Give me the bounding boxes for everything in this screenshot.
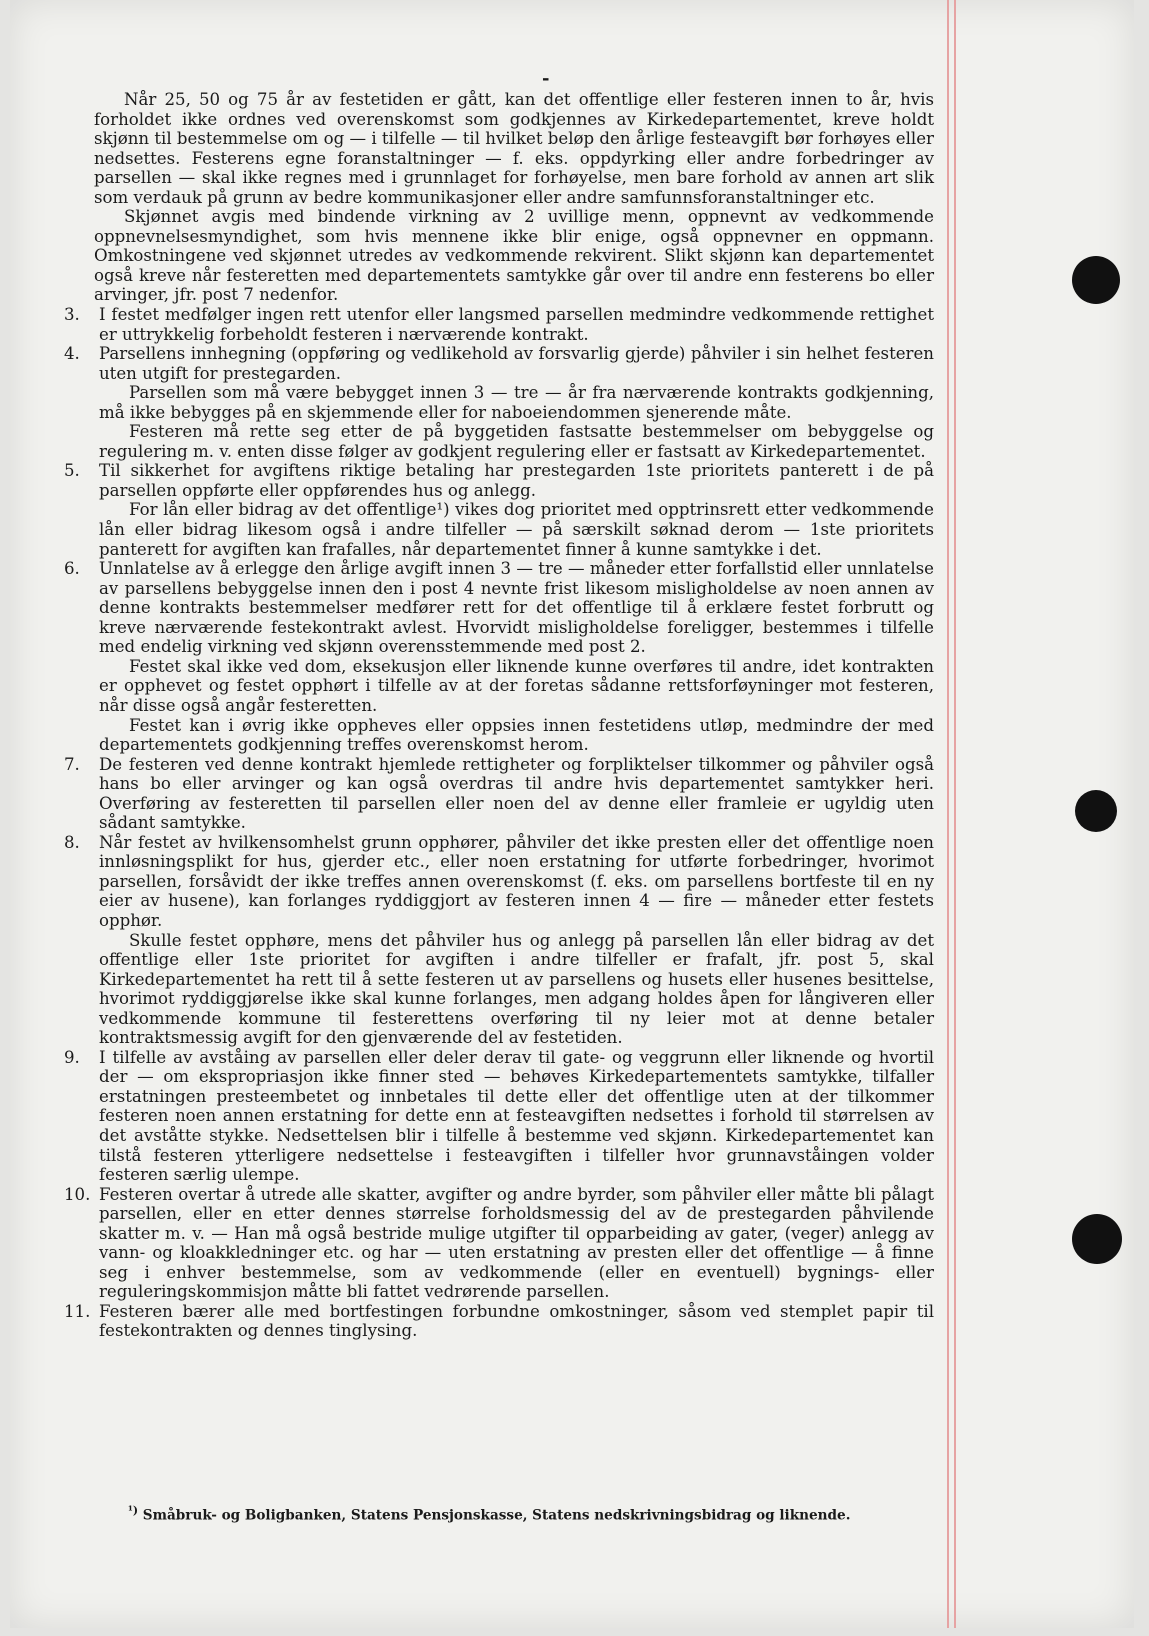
punch-hole bbox=[1075, 790, 1117, 832]
item-text: Unnlatelse av å erlegge den årlige avgift innen 3 — tre — måneder etter forfallstid eller unnlatelse av parsellens bebyggelse innen den i post 4 nevnte frist likesom misligholdelse av noen annen av denne kontrakts bestemmelser medfører rett for det offentlige til å erklære festet forbrutt og kreve nærværende festekontrakt avlest. Hvorvidt misligholdelse foreligger, bestemmes i tilfelle med endelig virkning ved skjønn overensstemmende med post 2. bbox=[99, 559, 934, 657]
contract-item-3 bbox=[64, 305, 934, 344]
footnote-text: Småbruk- og Boligbanken, Statens Pensjonskasse, Statens nedskrivningsbidrag og liknende. bbox=[142, 1507, 851, 1524]
contract-item-11 bbox=[64, 1301, 934, 1341]
item-text: For lån eller bidrag av det offentlige¹) vikes dog prioritet med opptrinsrett etter vedkommende lån eller bidrag likesom også i andre tilfeller — på særskilt søknad derom — 1ste prioritets panterett for avgiften kan frafalles, når departementet finner å kunne samtykke i det. bbox=[99, 500, 934, 559]
item-text: Skulle festet opphøre, mens det påhviler hus og anlegg på parsellen lån eller bidrag av det offentlige eller 1ste prioritet for avgiften i andre tilfeller er frafalt, jfr. post 5, skal Kirkedepartementet ha rett til å sette festeren ut av parsellens og husets eller husenes besittelse, hvorimot ryddiggjørelse ikke skal kunne forlanges, men adgang holdes åpen for långiveren eller vedkommende kommune til festerettens overføring til ny leier mot at denne betaler kontraktsmessig avgift for den gjenværende del av festetiden. bbox=[99, 930, 934, 1048]
item-text: Parsellen som må være bebygget innen 3 — tre — år fra nærværende kontrakts godkjenning, må ikke bebygges på en skjemmende eller for naboeiendommen sjenerende måte. bbox=[99, 383, 934, 422]
contract-item-4 bbox=[64, 344, 934, 461]
item-text: I festet medfølger ingen rett utenfor eller langsmed parsellen medmindre vedkommende rettighet er uttrykkelig forbeholdt festeren i nærværende kontrakt. bbox=[99, 305, 934, 344]
margin-line bbox=[947, 0, 949, 1628]
contract-item-10 bbox=[64, 1184, 934, 1302]
punch-hole bbox=[1072, 256, 1120, 304]
item-number: 7. bbox=[64, 754, 80, 774]
contract-item-5 bbox=[64, 461, 934, 559]
item-text: Festeren må rette seg etter de på byggetiden fastsatte bestemmelser om bebyggelse og regulering m. v. enten disse følger av godkjent regulering eller er fastsatt av Kirkedepartementet. bbox=[99, 422, 934, 461]
item-text: Festet skal ikke ved dom, eksekusjon eller liknende kunne overføres til andre, idet kontrakten er opphevet og festet opphørt i tilfelle av at der foretas sådanne rettsforføyninger mot festeren, når disse også angår festeretten. bbox=[99, 656, 934, 715]
item-number: 3. bbox=[64, 305, 80, 325]
punch-hole bbox=[1072, 1214, 1122, 1264]
contract-body bbox=[64, 90, 934, 1341]
item-number: 10. bbox=[64, 1184, 91, 1204]
item-number: 4. bbox=[64, 344, 80, 364]
margin-line bbox=[954, 0, 956, 1628]
item-number: 5. bbox=[64, 461, 80, 481]
contract-item-8 bbox=[64, 832, 934, 1048]
item-text: Parsellens innhegning (oppføring og vedlikehold av forsvarlig gjerde) påhviler i sin helhet festeren uten utgift for prestegarden. bbox=[99, 344, 934, 383]
item-text: I tilfelle av avståing av parsellen eller deler derav til gate- og veggrunn eller liknende og hvortil der — om ekspropriasjon ikke finner sted — behøves Kirkedepartementets samtykke, tilfaller erstatningen presteembetet og innbetales til dette eller det offentlige uten at der tilkommer festeren noen annen erstatning for dette enn at festeavgiften nedsettes i forhold til størrelsen av det avståtte stykke. Nedsettelsen blir i tilfelle å bestemme ved skjønn. Kirkedepartementet kan tilstå festeren ytterligere nedsettelse i festeavgiften i tilfeller hvor grunnavståingen volder festeren særlig ulempe. bbox=[99, 1047, 934, 1185]
document-page bbox=[10, 0, 1134, 1628]
contract-item-7 bbox=[64, 754, 934, 833]
item-text: Når festet av hvilkensomhelst grunn opphører, påhviler det ikke presten eller det offentlige noen innløsningsplikt for hus, gjerder etc., eller noen erstatning for utførte forbedringer, hvorimot parsellen, forsåvidt der ikke treffes annen overenskomst (f. eks. om parsellens bortfeste til en ny eier av husene), kan forlanges ryddiggjort av festeren innen 4 — fire — måneder etter festets opphør. bbox=[99, 832, 934, 930]
contract-item-6 bbox=[64, 559, 934, 755]
item-number: 6. bbox=[64, 559, 80, 579]
item-text: Til sikkerhet for avgiftens riktige betaling har prestegarden 1ste prioritets panterett i de på parsellen oppførte eller oppførendes hus og anlegg. bbox=[99, 461, 934, 500]
footnote bbox=[128, 1502, 928, 1525]
item-number: 8. bbox=[64, 832, 80, 852]
item-text: Festet kan i øvrig ikke oppheves eller oppsies innen festetidens utløp, medmindre der med departementets godkjenning treffes overenskomst herom. bbox=[99, 715, 934, 755]
item-text: De festeren ved denne kontrakt hjemlede rettigheter og forpliktelser tilkommer og påhviler også hans bo eller arvinger og kan også overdras til andre hvis departementet samtykker heri. Overføring av festeretten til parsellen eller noen del av denne eller framleie er ugyldig uten sådant samtykke. bbox=[99, 754, 934, 833]
item-text: Festeren overtar å utrede alle skatter, avgifter og andre byrder, som påhviler eller måtte bli pålagt parsellen, eller en etter dennes størrelse forholdsmessig del av de prestegarden påhvilende skatter m. v. — Han må også bestride mulige utgifter til opparbeiding av gater, (veger) anlegg av vann- og kloakkledninger etc. og har — uten erstatning av presten eller det offentlige — å finne seg i enhver bestemmelse, som av vedkommende (eller en eventuell) bygnings- eller reguleringskommisjon måtte bli fattet vedrørende parsellen. bbox=[99, 1184, 934, 1302]
paragraph: Når 25, 50 og 75 år av festetiden er gått, kan det offentlige eller festeren innen to år, hvis forholdet ikke ordnes ved overenskomst som godkjennes av Kirkedepartementet, kreve holdt skjønn til bestemmelse om og — i tilfelle — til hvilket beløp den årlige festeavgift bør forhøyes eller nedsettes. Festerens egne foranstaltninger — f. eks. oppdyrking eller andre forbedringer av parsellen — skal ikke regnes med i grunnlaget for forhøyelse, men bare forhold av annen art slik som verdauk på grunn av bedre kommunikasjoner eller andre samfunnsforanstaltninger etc. bbox=[94, 90, 934, 207]
item-text: Festeren bærer alle med bortfestingen forbundne omkostninger, såsom ved stemplet papir til festekontrakten og dennes tinglysing. bbox=[99, 1301, 934, 1341]
contract-item-9 bbox=[64, 1047, 934, 1185]
top-mark: - bbox=[542, 68, 550, 89]
paragraph: Skjønnet avgis med bindende virkning av 2 uvillige menn, oppnevnt av vedkommende oppnevnelsesmyndighet, som hvis mennene ikke blir enige, også oppnevner en oppmann. Omkostningene ved skjønnet utredes av vedkommende rekvirent. Slikt skjønn kan departementet også kreve når festeretten med departementets samtykke går over til andre enn festerens bo eller arvinger, jfr. post 7 nedenfor. bbox=[94, 207, 934, 305]
item-number: 9. bbox=[64, 1047, 80, 1067]
item-number: 11. bbox=[64, 1301, 91, 1321]
footnote-mark: ¹) bbox=[128, 1504, 139, 1517]
